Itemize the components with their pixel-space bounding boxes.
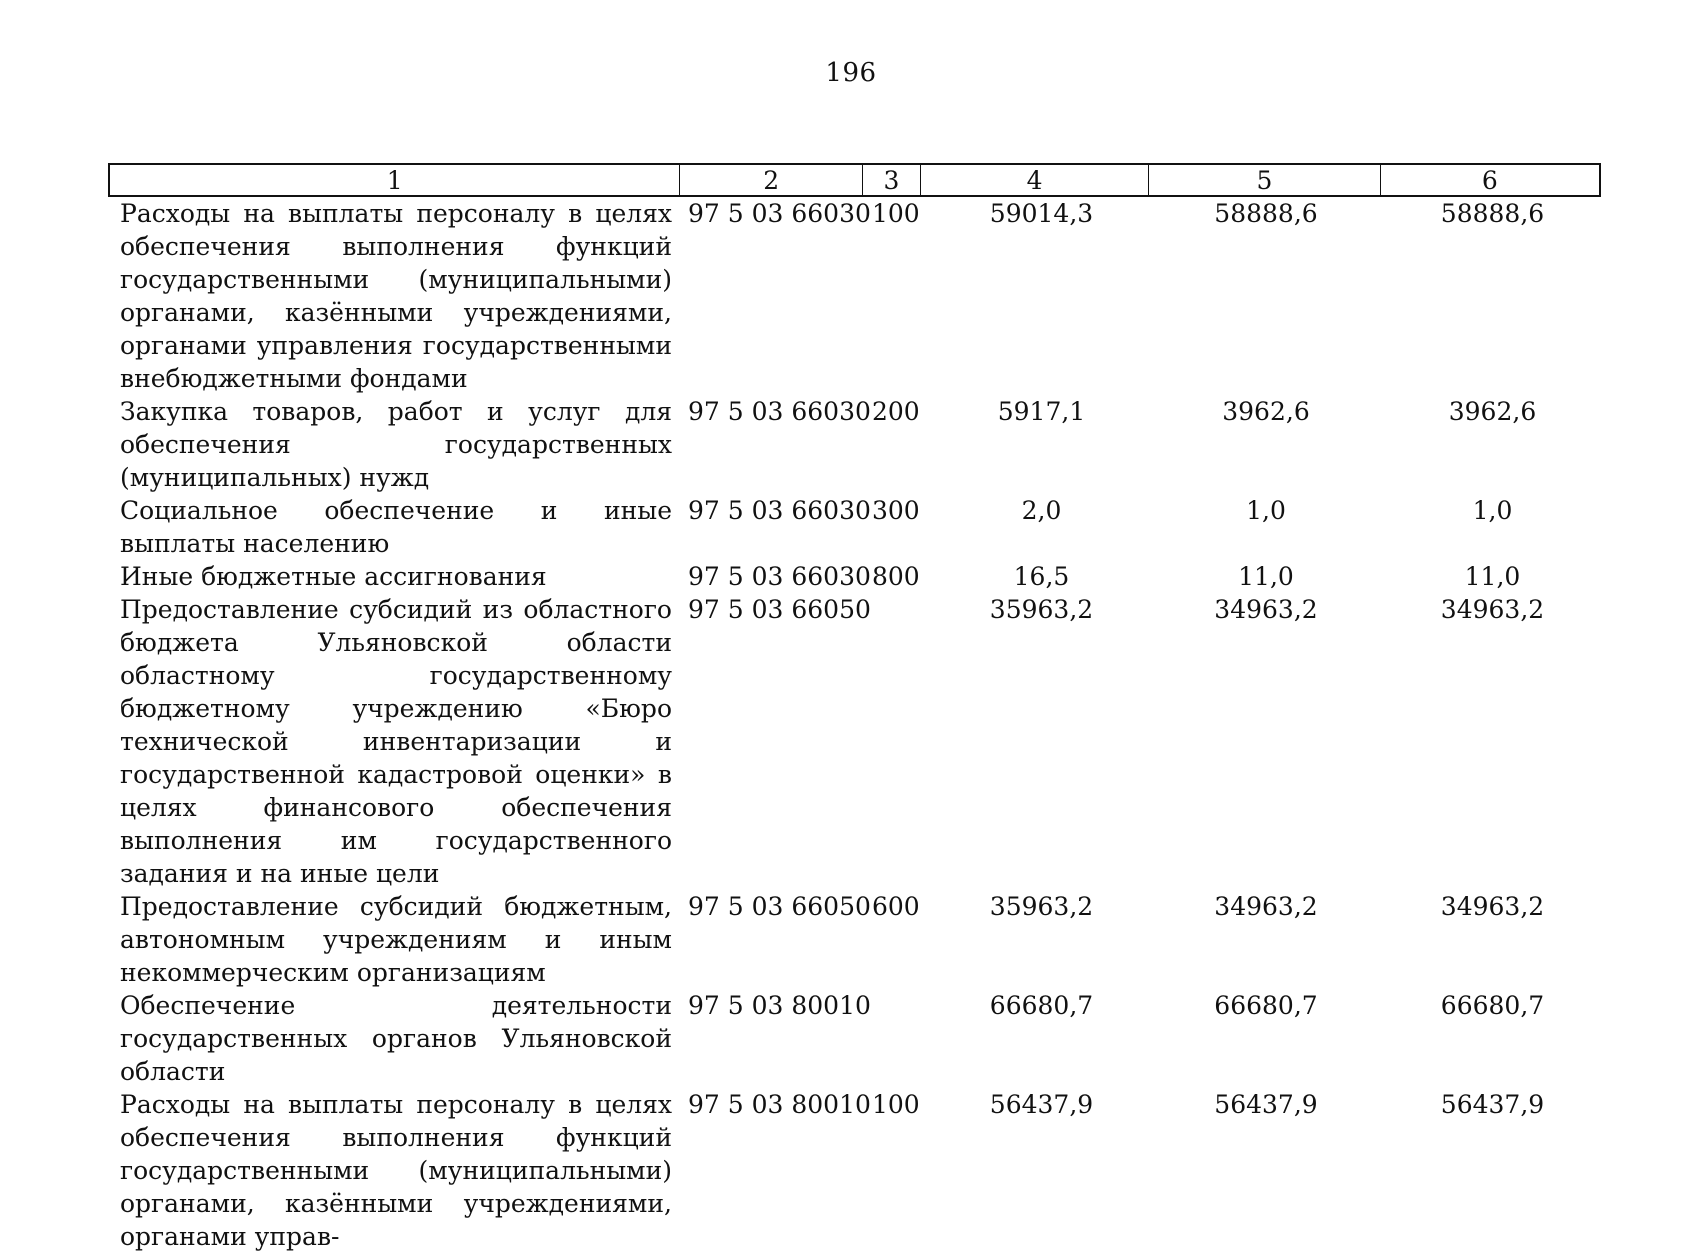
row-type bbox=[863, 593, 921, 890]
row-code: 97 5 03 80010 bbox=[688, 1090, 871, 1119]
row-value-5: 34963,2 bbox=[1214, 892, 1318, 921]
row-type: 800 bbox=[872, 562, 920, 591]
row-code: 97 5 03 66050 bbox=[688, 595, 871, 624]
header-cell-2: 2 bbox=[680, 165, 863, 195]
row-value-6: 56437,9 bbox=[1440, 1090, 1545, 1119]
row-type: 100 bbox=[872, 199, 920, 228]
row-code: 97 5 03 66030 bbox=[688, 199, 871, 228]
row-type: 100 bbox=[872, 1090, 920, 1119]
row-name: Предоставление субсидий из областного бюджета Ульяновской области областному государственному бюджетному учреждению «Бюро технической инвентаризации и государственной кадастровой оценки» в целях финансового обеспечения выполнения им государственного задания и на иные цели bbox=[120, 595, 672, 888]
row-type: 300 bbox=[872, 496, 920, 525]
row-value-5: 66680,7 bbox=[1214, 991, 1318, 1020]
row-value-4: 59014,3 bbox=[989, 199, 1094, 228]
row-name: Закупка товаров, работ и услуг для обеспечения государственных (муниципальных) нужд bbox=[120, 397, 672, 492]
table-row bbox=[108, 593, 1601, 890]
row-value-4: 5917,1 bbox=[997, 397, 1086, 426]
row-value-4: 66680,7 bbox=[989, 991, 1094, 1020]
row-type: 200 bbox=[872, 397, 920, 426]
table-row bbox=[108, 1088, 1601, 1253]
header-cell-5: 5 bbox=[1149, 165, 1380, 195]
table-row bbox=[108, 395, 1601, 494]
table-row bbox=[108, 989, 1601, 1088]
row-value-6: 11,0 bbox=[1464, 562, 1521, 591]
row-value-5: 34963,2 bbox=[1214, 595, 1318, 624]
row-code: 97 5 03 66050 bbox=[688, 892, 871, 921]
row-value-6: 58888,6 bbox=[1440, 199, 1545, 228]
table-header-row bbox=[108, 163, 1601, 197]
row-code: 97 5 03 66030 bbox=[688, 496, 871, 525]
row-value-5: 3962,6 bbox=[1222, 397, 1310, 426]
row-name: Предоставление субсидий бюджетным, автономным учреждениям и иным некоммерческим организациям bbox=[120, 892, 672, 987]
row-value-5: 58888,6 bbox=[1214, 199, 1318, 228]
row-value-5: 1,0 bbox=[1246, 496, 1286, 525]
row-value-6: 66680,7 bbox=[1440, 991, 1545, 1020]
row-value-5: 56437,9 bbox=[1214, 1090, 1318, 1119]
budget-table bbox=[108, 163, 1601, 1253]
row-code: 97 5 03 80010 bbox=[688, 991, 871, 1020]
header-cell-1: 1 bbox=[110, 165, 680, 195]
row-value-4: 56437,9 bbox=[989, 1090, 1094, 1119]
table-row bbox=[108, 890, 1601, 989]
row-value-6: 3962,6 bbox=[1448, 397, 1537, 426]
row-name: Расходы на выплаты персоналу в целях обеспечения выполнения функций государственными (муниципальными) органами, казёнными учреждениями, органами управ- bbox=[120, 1090, 672, 1251]
row-type: 600 bbox=[872, 892, 920, 921]
row-value-6: 34963,2 bbox=[1440, 595, 1545, 624]
table-body bbox=[108, 197, 1601, 1253]
row-name: Социальное обеспечение и иные выплаты населению bbox=[120, 496, 672, 558]
row-name: Расходы на выплаты персоналу в целях обеспечения выполнения функций государственными (муниципальными) органами, казёнными учреждениями, органами управления государственными внебюджетными фондами bbox=[120, 199, 672, 393]
table-row bbox=[108, 494, 1601, 560]
row-value-4: 35963,2 bbox=[989, 892, 1094, 921]
row-value-6: 1,0 bbox=[1472, 496, 1513, 525]
row-type bbox=[863, 989, 921, 1088]
header-cell-6: 6 bbox=[1481, 166, 1498, 195]
row-name: Обеспечение деятельности государственных органов Ульяновской области bbox=[120, 991, 672, 1086]
page-number: 196 bbox=[825, 58, 877, 88]
row-value-4: 35963,2 bbox=[989, 595, 1094, 624]
row-value-6: 34963,2 bbox=[1440, 892, 1545, 921]
row-name: Иные бюджетные ассигнования bbox=[120, 562, 547, 591]
header-cell-4: 4 bbox=[921, 165, 1149, 195]
table-row bbox=[108, 197, 1601, 395]
row-value-5: 11,0 bbox=[1238, 562, 1294, 591]
header-cell-3: 3 bbox=[863, 165, 921, 195]
row-code: 97 5 03 66030 bbox=[688, 397, 871, 426]
row-value-4: 2,0 bbox=[1021, 496, 1062, 525]
row-code: 97 5 03 66030 bbox=[688, 562, 871, 591]
row-value-4: 16,5 bbox=[1013, 562, 1070, 591]
table-row bbox=[108, 560, 1601, 593]
